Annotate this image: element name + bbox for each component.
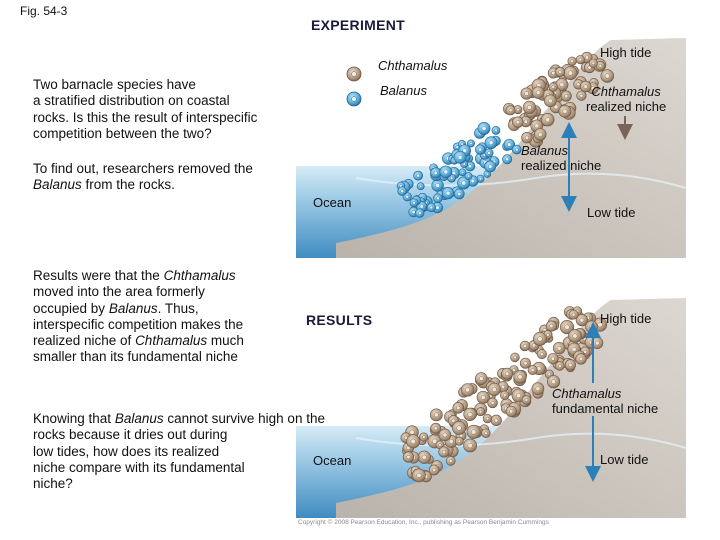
barnacle (555, 67, 564, 76)
intro-line: rocks. Is this the result of interspecific (33, 109, 258, 125)
barnacle (576, 55, 585, 64)
chthamalus-fundamental-niche-label (552, 386, 658, 416)
barnacle (522, 396, 531, 405)
barnacle (528, 365, 537, 374)
barnacle (485, 137, 497, 149)
copyright-notice: Copyright © 2008 Pearson Education, Inc., publishing as Pearson Benjamin Cummings (298, 519, 549, 526)
barnacle (427, 203, 436, 212)
experiment-ocean-label: Ocean (313, 195, 352, 210)
barnacle (488, 383, 501, 396)
barnacle (430, 409, 442, 421)
barnacle (485, 161, 496, 172)
barnacle (500, 391, 509, 400)
legend-chthamalus-label: Chthamalus (378, 58, 448, 73)
barnacle (418, 451, 431, 464)
results-ocean-label: Ocean (313, 453, 352, 468)
question-text: cannot survive high on the (163, 411, 325, 426)
results-line: moved into the area formerly (33, 284, 205, 300)
barnacle (559, 105, 571, 117)
experiment-low-tide-label: Low tide (587, 205, 636, 220)
barnacle (398, 187, 407, 196)
figure-label: Fig. 54-3 (20, 4, 68, 18)
niche-text: realized niche (586, 99, 667, 114)
barnacle (532, 383, 544, 395)
barnacle (512, 117, 523, 128)
results-line: smaller than its fundamental niche (33, 349, 238, 365)
balanus-legend-icon (344, 89, 364, 109)
barnacle (412, 469, 425, 482)
barnacle (419, 433, 428, 442)
barnacle (561, 91, 571, 101)
barnacle (541, 113, 554, 126)
barnacle (533, 332, 546, 345)
barnacle (482, 429, 491, 438)
intro-line: Two barnacle species have (33, 77, 196, 92)
barnacle (585, 321, 597, 333)
question-paragraph (33, 411, 325, 492)
species-name: Chthamalus (135, 333, 208, 349)
barnacle (521, 88, 533, 100)
barnacle (568, 57, 577, 66)
results-high-tide-label: High tide (600, 311, 652, 326)
results-text: realized niche of (33, 333, 136, 349)
barnacle (433, 194, 442, 203)
barnacle (568, 329, 581, 342)
barnacle (506, 106, 515, 115)
results-heading: RESULTS (306, 312, 373, 328)
results-text: Results were that the (33, 268, 164, 283)
barnacle (514, 371, 527, 384)
barnacle (506, 406, 517, 417)
method-paragraph (33, 161, 253, 194)
barnacle (410, 199, 418, 207)
method-text: from the rocks. (81, 177, 175, 193)
intro-paragraph (33, 77, 257, 142)
barnacle (464, 439, 477, 452)
barnacle (577, 91, 587, 101)
barnacle (406, 435, 419, 448)
niche-text: realized niche (521, 158, 602, 173)
species-name: Balanus (33, 177, 82, 193)
barnacle (544, 95, 556, 107)
balanus-realized-niche-label (521, 143, 601, 173)
barnacle (478, 122, 490, 134)
chthamalus-realized-niche-label (586, 84, 666, 114)
species-name: Chthamalus (163, 268, 236, 283)
barnacle (520, 341, 530, 351)
barnacle (461, 383, 474, 396)
barnacle (589, 59, 598, 68)
method-line: To find out, researchers removed the (33, 161, 253, 176)
species-name: Chthamalus (591, 84, 661, 99)
barnacle (488, 398, 498, 408)
question-text: Knowing that (33, 411, 115, 426)
barnacle (502, 368, 513, 379)
barnacle (475, 145, 485, 155)
barnacle (485, 149, 493, 157)
barnacle (569, 310, 578, 319)
niche-text: fundamental niche (552, 401, 659, 416)
barnacle (415, 209, 424, 218)
results-low-tide-label: Low tide (600, 452, 649, 467)
barnacle (431, 168, 441, 178)
question-line: niche? (33, 476, 73, 492)
barnacle (475, 373, 487, 385)
barnacle (429, 465, 439, 475)
barnacle (565, 360, 576, 371)
intro-line: a stratified distribution on coastal (33, 93, 230, 109)
question-line (33, 411, 325, 427)
barnacle (464, 408, 477, 421)
barnacle (467, 425, 480, 438)
species-name: Chthamalus (552, 386, 622, 401)
barnacle (417, 183, 424, 190)
barnacle (502, 155, 511, 164)
barnacle (446, 456, 455, 465)
results-line (33, 301, 244, 317)
results-text: occupied by (33, 300, 109, 316)
results-text: . Thus, (157, 300, 199, 316)
results-line: interspecific competition makes the (33, 316, 244, 332)
results-line (33, 268, 244, 284)
barnacle (453, 402, 464, 413)
barnacle (403, 452, 414, 463)
barnacle (454, 189, 464, 199)
barnacle (491, 415, 502, 426)
barnacle (512, 145, 521, 154)
barnacle (537, 349, 546, 358)
barnacle (549, 83, 558, 92)
barnacle (439, 429, 451, 441)
barnacle (553, 342, 565, 354)
question-line: rocks because it dries out during (33, 427, 228, 443)
barnacle (601, 70, 614, 83)
barnacle (476, 408, 484, 416)
experiment-heading: EXPERIMENT (311, 17, 406, 33)
results-line (33, 333, 244, 349)
species-name: Balanus (114, 411, 164, 426)
barnacle (522, 132, 533, 143)
barnacle (532, 87, 544, 99)
barnacle (452, 421, 465, 434)
barnacle (459, 169, 466, 176)
intro-line: competition between the two? (33, 125, 212, 141)
results-paragraph (33, 268, 244, 366)
barnacle (546, 321, 556, 331)
barnacle (439, 447, 449, 457)
question-line: niche compare with its fundamental (33, 459, 245, 475)
barnacle (414, 171, 423, 180)
barnacle (576, 354, 587, 365)
barnacle (534, 129, 546, 141)
barnacle (432, 180, 444, 192)
barnacle (440, 166, 452, 178)
species-name: Balanus (108, 300, 158, 316)
chthamalus-legend-icon (344, 64, 364, 84)
barnacle (454, 151, 466, 163)
barnacle (548, 353, 559, 364)
results-text: much (207, 333, 244, 349)
barnacle (442, 187, 454, 199)
barnacle (564, 66, 577, 79)
species-name: Balanus (521, 143, 568, 158)
legend-balanus-label: Balanus (380, 83, 427, 98)
barnacle (511, 353, 520, 362)
experiment-high-tide-label: High tide (600, 45, 652, 60)
barnacle (431, 423, 441, 433)
barnacle (492, 126, 500, 134)
barnacle (455, 437, 463, 445)
question-line: low tides, how does its realized (33, 443, 220, 459)
barnacle (523, 101, 536, 114)
barnacle (483, 414, 492, 423)
method-line (33, 177, 253, 193)
